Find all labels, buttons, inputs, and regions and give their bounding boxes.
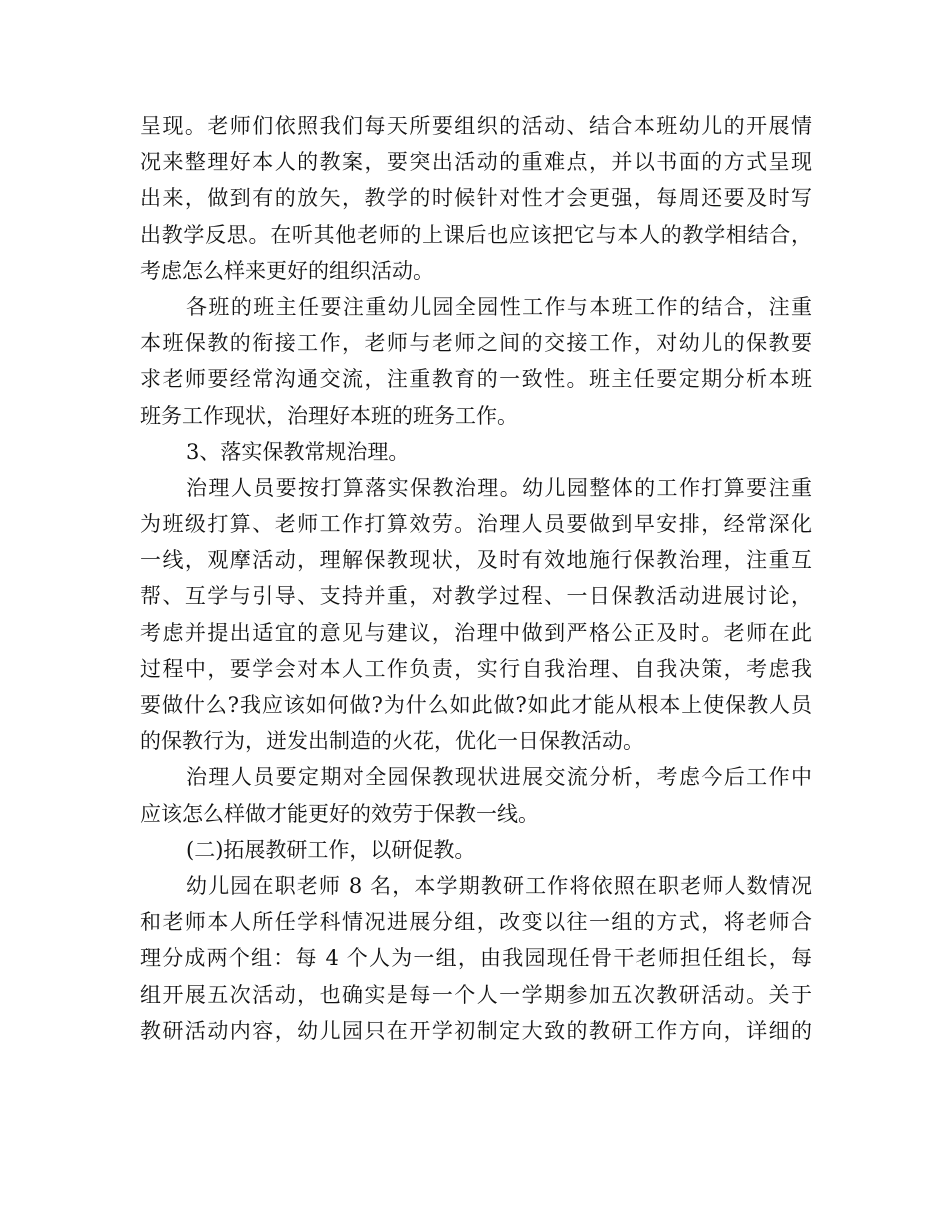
text-line: 过程中，要学会对本人工作负责，实行自我治理、自我决策，考虑我 xyxy=(140,656,812,681)
text-line: 求老师要经常沟通交流，注重教育的一致性。班主任要定期分析本班 xyxy=(140,367,812,392)
text-line: 要做什么?我应该如何做?为什么如此做?如此才能从根本上使保教人员 xyxy=(140,693,812,717)
text-line: 治理人员要定期对全园保教现状进展交流分析，考虑今后工作中 xyxy=(186,765,812,790)
text-line: 本班保教的衔接工作，老师与老师之间的交接工作，对幼儿的保教要 xyxy=(140,331,812,356)
text-line: 治理人员要按打算落实保教治理。幼儿园整体的工作打算要注重 xyxy=(186,475,812,500)
text-line: 况来整理好本人的教案，要突出活动的重难点，并以书面的方式呈现 xyxy=(140,150,812,175)
text-line: 一线，观摩活动，理解保教现状，及时有效地施行保教治理，注重互 xyxy=(140,548,812,573)
text-line: 和老师本人所任学科情况进展分组，改变以往一组的方式，将老师合 xyxy=(140,910,812,935)
text-line: 班务工作现状，治理好本班的班务工作。 xyxy=(140,403,518,428)
text-line: 的保教行为，迸发出制造的火花，优化一日保教活动。 xyxy=(140,729,644,754)
text-line: 考虑并提出适宜的意见与建议，治理中做到严格公正及时。老师在此 xyxy=(140,620,812,645)
text-line: 帮、互学与引导、支持并重，对教学过程、一日保教活动进展讨论， xyxy=(140,584,812,609)
text-line: 考虑怎么样来更好的组织活动。 xyxy=(140,258,434,283)
text-line: 理分成两个组：每 4 个人为一组，由我园现任骨干老师担任组长，每 xyxy=(140,946,812,971)
document-body xyxy=(140,108,812,1049)
text-line: 应该怎么样做才能更好的效劳于保教一线。 xyxy=(140,801,539,826)
text-line: 教研活动内容，幼儿园只在开学初制定大致的教研工作方向，详细的 xyxy=(140,1018,812,1043)
text-line: 出教学反思。在听其他老师的上课后也应该把它与本人的教学相结合， xyxy=(140,222,812,247)
text-line: (二)拓展教研工作，以研促教。 xyxy=(186,837,476,862)
text-line: 为班级打算、老师工作打算效劳。治理人员要做到早安排，经常深化 xyxy=(140,512,812,537)
text-line: 3、落实保教常规治理。 xyxy=(186,439,410,464)
text-line: 各班的班主任要注重幼儿园全园性工作与本班工作的结合，注重 xyxy=(186,294,812,319)
text-line: 组开展五次活动，也确实是每一个人一学期参加五次教研活动。关于 xyxy=(140,982,812,1007)
text-line: 幼儿园在职老师 8 名，本学期教研工作将依照在职老师人数情况 xyxy=(186,873,812,898)
text-line: 出来，做到有的放矢，教学的时候针对性才会更强，每周还要及时写 xyxy=(140,186,812,211)
text-line: 呈现。老师们依照我们每天所要组织的活动、结合本班幼儿的开展情 xyxy=(140,114,812,138)
